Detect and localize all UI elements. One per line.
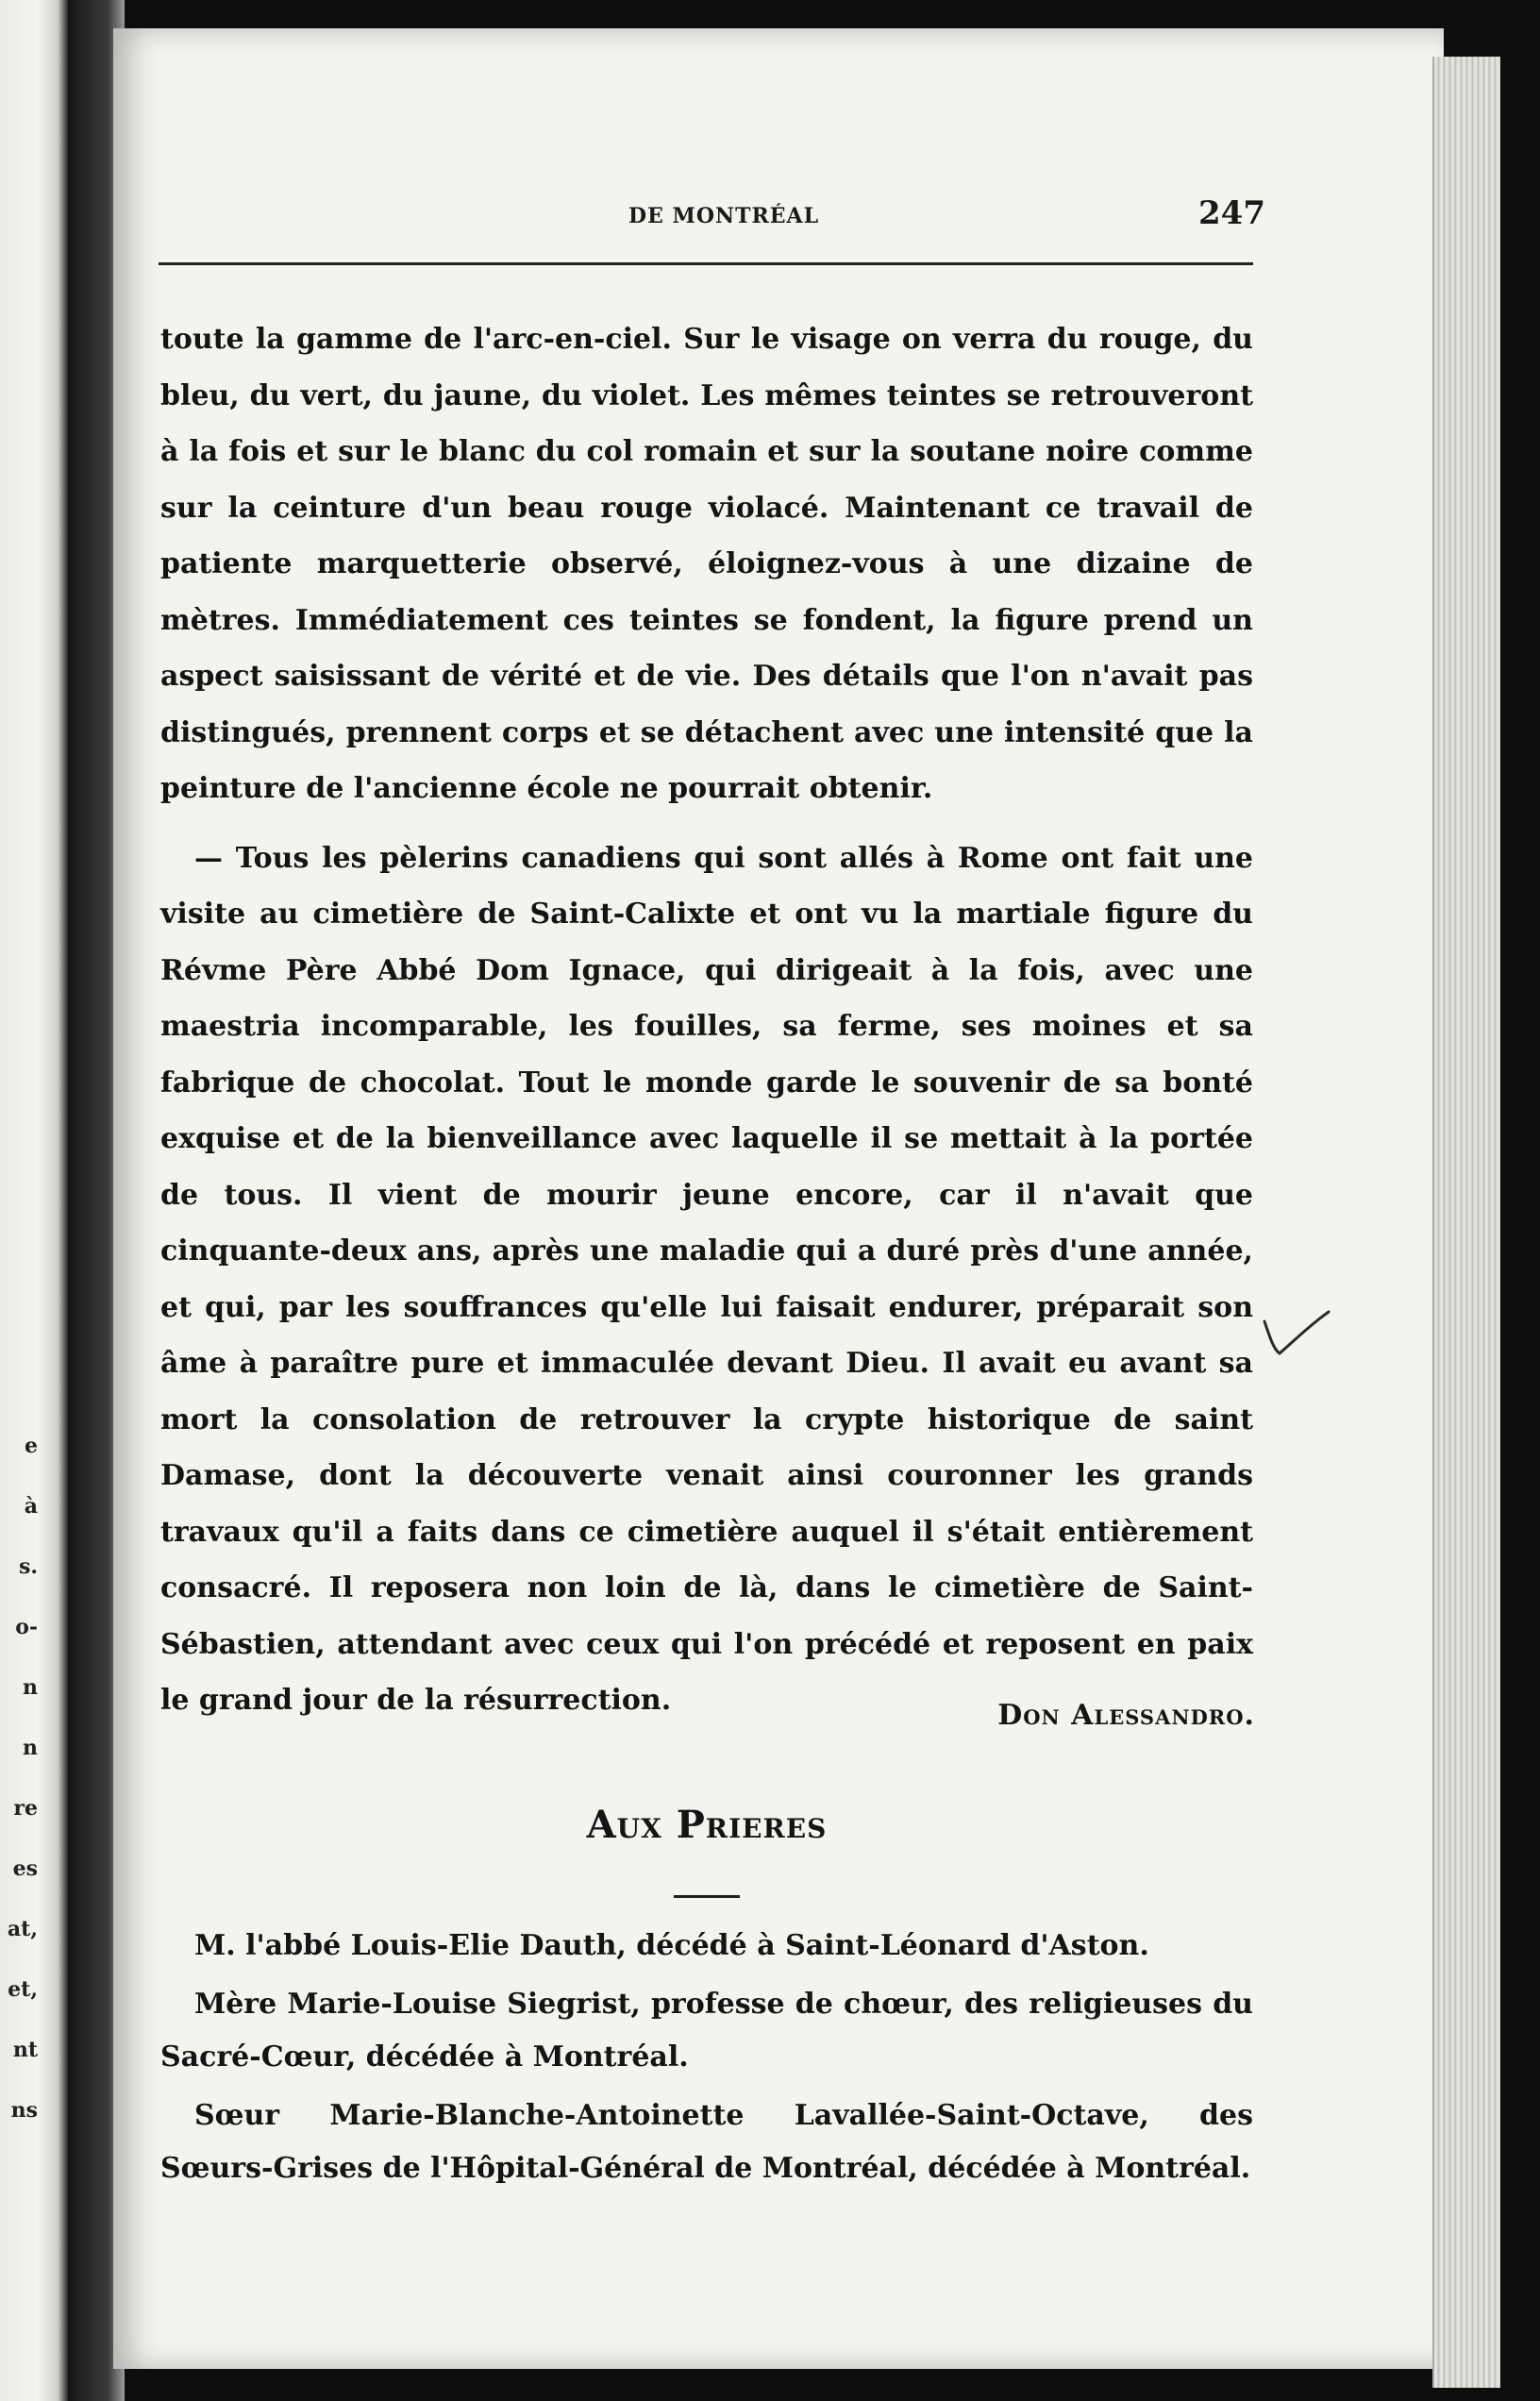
author-signature: Don Alessandro.	[997, 1699, 1255, 1732]
section-heading: Aux Prieres	[586, 1803, 828, 1847]
obituary-list	[160, 1920, 1253, 2201]
obituary-entry: M. l'abbé Louis-Elie Dauth, décédé à Saint-Léonard d'Aston.	[194, 1929, 1149, 1962]
fragment: re	[13, 1796, 38, 1821]
fragment: n	[23, 1675, 38, 1700]
fragment: o-	[15, 1615, 38, 1639]
fragment: s.	[18, 1554, 38, 1579]
obituary-entry: Sœur Marie-Blanche-Antoinette Lavallée-Saint-Octave, des Sœurs-Grises de l'Hôpital-Général de Montréal, décédée à Montréal.	[160, 2099, 1253, 2185]
page-number: 247	[1198, 194, 1265, 232]
previous-page-edge	[0, 0, 68, 2401]
heading-rule	[674, 1895, 740, 1898]
article-text	[160, 311, 1253, 1729]
running-head	[113, 187, 1444, 234]
previous-page-fragments	[0, 1416, 38, 2141]
scan-edge-shadow	[1500, 0, 1540, 2401]
paragraph: — Tous les pèlerins canadiens qui sont allés à Rome ont fait une visite au cimetière de Saint-Calixte et ont vu la martiale figure du Révme Père Abbé Dom Ignace, qui dirigeait à la fois, avec une maestria incomparable, les fouilles, sa ferme, ses moines et sa fabrique de chocolat. Tout le monde garde le souvenir de sa bonté exquise et de la bienveillance avec laquelle il se mettait à la portée de tous. Il vient de mourir jeune encore, car il n'avait que cinquante-deux ans, après une maladie qui a duré près d'une année, et qui, par les souffrances qu'elle lui faisait endurer, préparait son âme à paraître pure et immaculée devant Dieu. Il avait eu avant sa mort la consolation de retrouver la crypte historique de saint Damase, dont la découverte venait ainsi couronner les grands travaux qu'il a faits dans ce cimetière auquel il s'était entièrement consacré. Il reposera non loin de là, dans le cimetière de Saint-Sébastien, attendant avec ceux qui l'on précédé et reposent en paix le grand jour de la résurrection.	[160, 841, 1253, 1717]
fragment: nt	[12, 2038, 38, 2062]
fragment: ns	[10, 2098, 38, 2123]
fragment: et,	[8, 1977, 38, 2002]
fragment: at,	[7, 1917, 38, 1941]
running-title: DE MONTRÉAL	[628, 204, 820, 228]
page-block-edges	[1432, 57, 1502, 2388]
fragment: à	[24, 1494, 38, 1519]
fragment: e	[25, 1434, 38, 1458]
fragment: n	[23, 1736, 38, 1760]
pencil-check-mark-icon	[1261, 1301, 1336, 1376]
paragraph: toute la gamme de l'arc-en-ciel. Sur le visage on verra du rouge, du bleu, du vert, du jaune, du violet. Les mêmes teintes se retrouveront à la fois et sur le blanc du col romain et sur la soutane noire comme sur la ceinture d'un beau rouge violacé. Maintenant ce travail de patiente marquetterie observé, éloignez-vous à une dizaine de mètres. Immédiatement ces teintes se fondent, la figure prend un aspect saisissant de vérité et de vie. Des détails que l'on n'avait pas distingués, prennent corps et se détachent avec une intensité que la peinture de l'ancienne école ne pourrait obtenir.	[160, 323, 1253, 805]
obituary-entry: Mère Marie-Louise Siegrist, professe de chœur, des religieuses du Sacré-Cœur, décédée à Montréal.	[160, 1988, 1253, 2074]
fragment: es	[12, 1856, 38, 1881]
book-page	[113, 28, 1444, 2369]
header-rule	[159, 262, 1253, 265]
